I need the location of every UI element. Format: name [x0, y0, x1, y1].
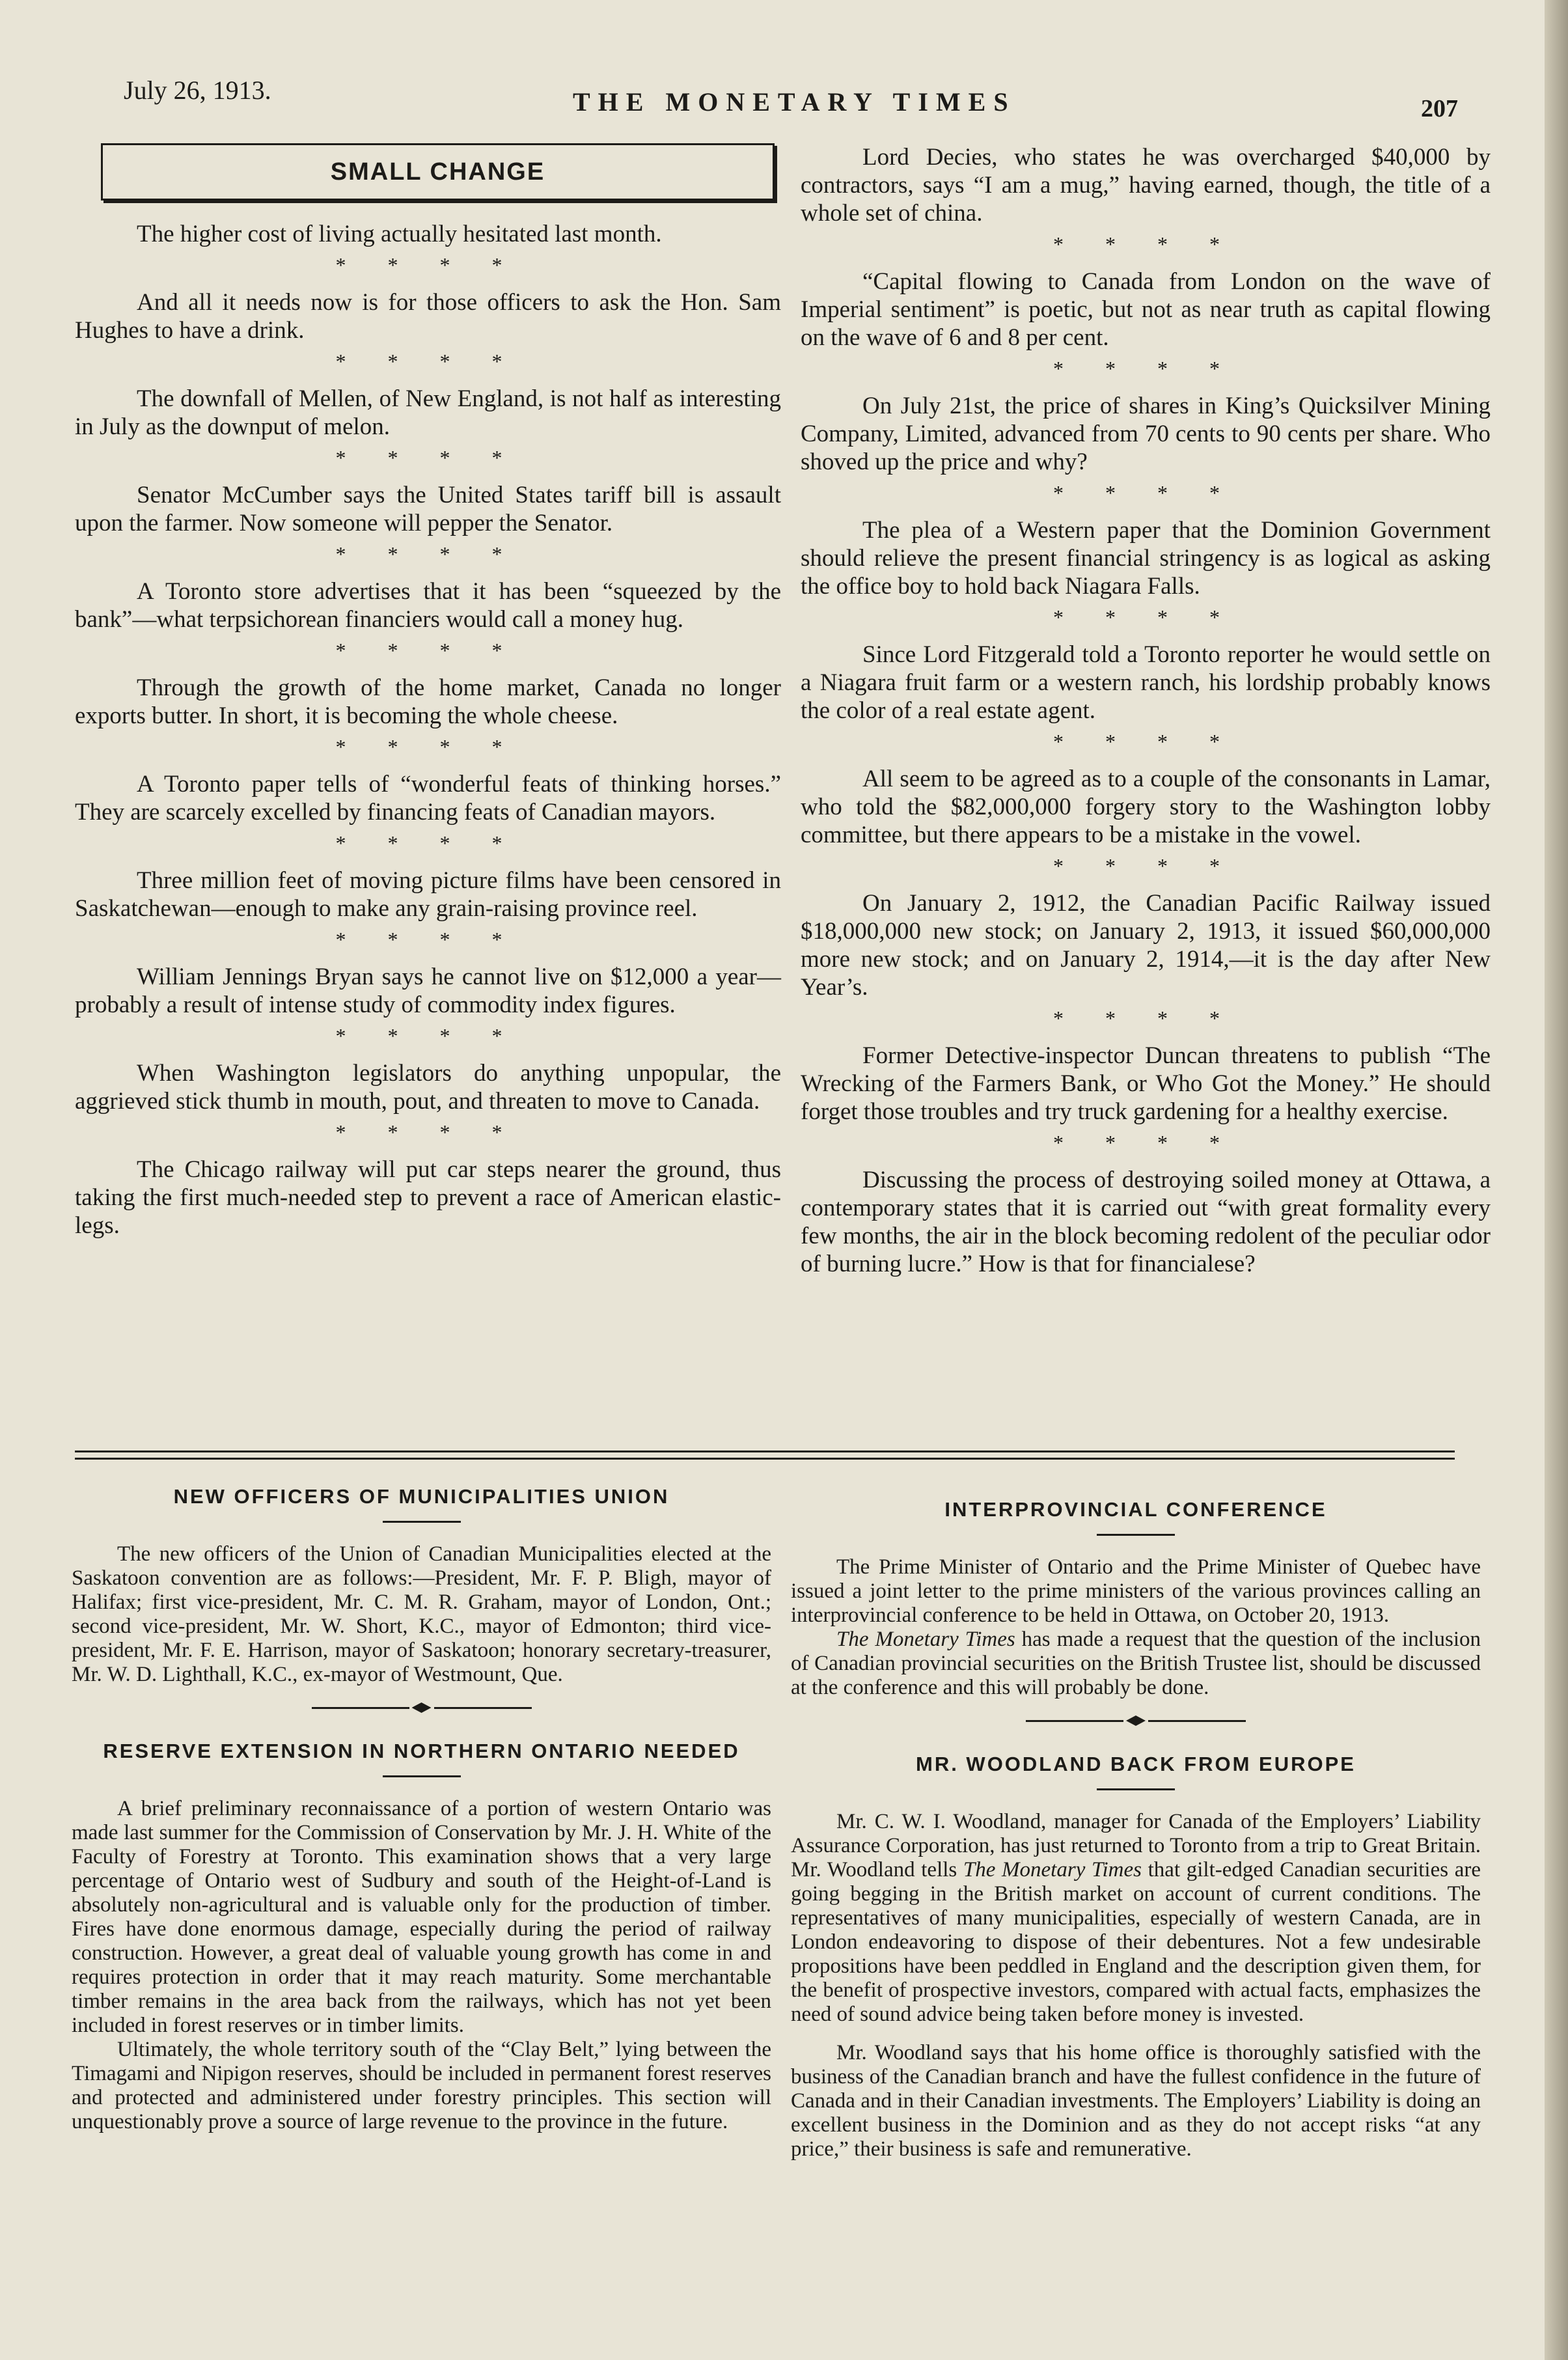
article-body: The Prime Minister of Ontario and the Prime Minister of Quebec have issued a joint letter to the prime ministers of the various provinces calling an interprovincial conference to be held in Ottawa, on October 20, 1913.	[791, 1555, 1481, 1627]
article-heading-municipalities: NEW OFFICERS OF MUNICIPALITIES UNION	[173, 1485, 670, 1508]
paragraph: Discussing the process of destroying soiled money at Ottawa, a contemporary states that it is carried out “with great formality every few months, the air in the block becoming redolent of the peculiar odor of burning lucre.” How is that for financialese?	[801, 1167, 1491, 1277]
article-body: Mr. Woodland says that his home office is thoroughly satisfied with the business of the Canadian branch and have the fullest confidence in the future of Canada and in their Canadian investments. The Employers’ Liability is doing an excellent business in the Dominion and as they do not accept risks “at any price,” their business is safe and remunerative.	[791, 2041, 1481, 2161]
article-heading-woodland: MR. WOODLAND BACK FROM EUROPE	[916, 1753, 1356, 1775]
publication-name: The Monetary Times	[963, 1858, 1142, 1881]
ornament-divider	[72, 1702, 771, 1713]
star-separator: * * * *	[335, 1120, 521, 1144]
heading-rule	[383, 1521, 461, 1523]
paragraph: Lord Decies, who states he was overcharged $40,000 by contractors, says “I am a mug,” having earned, though, the title of a whole set of china.	[801, 144, 1491, 227]
lower-left-column	[72, 1484, 771, 2134]
page-number: 207	[1421, 95, 1458, 122]
issue-date: July 26, 1913.	[124, 76, 271, 105]
paragraph: Since Lord Fitzgerald told a Toronto reporter he would settle on a Niagara fruit farm or a western ranch, his lordship probably knows the color of a real estate agent.	[801, 641, 1491, 724]
ornament-divider	[791, 1715, 1481, 1726]
paragraph: A Toronto paper tells of “wonderful feats of thinking horses.” They are scarcely excelled by financing feats of Canadian mayors.	[75, 771, 781, 826]
heading-rule	[383, 1775, 461, 1777]
article-body: The new officers of the Union of Canadian Municipalities elected at the Saskatoon convention are as follows:—President, Mr. F. P. Bligh, mayor of Halifax; first vice-president, Mr. C. M. R. Graham, mayor of London, Ont.; second vice-president, Mr. W. Short, K.C., mayor of Edmonton; third vice-president, Mr. F. E. Harrison, mayor of Saskatoon; honorary secretary-treasurer, Mr. W. D. Lighthall, K.C., ex-mayor of Westmount, Que.	[72, 1542, 771, 1686]
article-body	[791, 1628, 1481, 1700]
paragraph: The higher cost of living actually hesitated last month.	[137, 221, 662, 247]
article-text: Mr. C. W. I. Woodland, manager for Canada of the Employers’ Liability Assurance Corporation, has just returned to Toronto from a trip to Great Britain. Mr. Woodland tells	[791, 1810, 1481, 1881]
heading-rule	[1097, 1788, 1175, 1790]
publication-name: The Monetary Times	[836, 1628, 1015, 1651]
paragraph: Senator McCumber says the United States tariff bill is assault upon the farmer. Now someone will pepper the Senator.	[75, 482, 781, 536]
star-separator: * * * *	[335, 831, 521, 855]
star-separator: * * * *	[335, 735, 521, 758]
article-text: that gilt-edged Canadian securities are going begging in the British market on account of current conditions. The representatives of many municipalities, especially of western Canada, are in London endeavoring to dispose of their debentures. Not a few undesirable propositions have been peddled in England and the description given them, for the benefit of prospective investors, compared with actual facts, emphasizes the need of sound advice being taken before money is invested.	[791, 1858, 1481, 2026]
star-separator: * * * *	[1053, 481, 1238, 505]
small-change-heading: SMALL CHANGE	[101, 143, 775, 201]
star-separator: * * * *	[335, 928, 521, 951]
article-heading-reserve: RESERVE EXTENSION IN NORTHERN ONTARIO NEEDED	[103, 1740, 740, 1762]
paragraph: William Jennings Bryan says he cannot live on $12,000 a year—probably a result of intense study of commodity index figures.	[75, 964, 781, 1018]
page-edge	[1545, 0, 1568, 2360]
paragraph: The plea of a Western paper that the Dominion Government should relieve the present financial stringency is as logical as asking the office boy to hold back Niagara Falls.	[801, 517, 1491, 600]
star-separator: * * * *	[335, 253, 521, 277]
article-body: Ultimately, the whole territory south of the “Clay Belt,” lying between the Timagami and Nipigon reserves, should be included in permanent forest reserves and protected and administered under forestry principles. This section will unquestionably prove a source of large revenue to the province in the future.	[72, 2038, 771, 2133]
article-body	[791, 1810, 1481, 2027]
page-header	[124, 68, 1458, 127]
star-separator: * * * *	[1053, 357, 1238, 380]
heading-rule	[1097, 1534, 1175, 1536]
paragraph: On January 2, 1912, the Canadian Pacific Railway issued $18,000,000 new stock; on January 2, 1913, it issued $60,000,000 more new stock; and on January 2, 1914,—it is the day after New Year’s.	[801, 890, 1491, 1001]
paragraph: A Toronto store advertises that it has been “squeezed by the bank”—what terpsichorean financiers would call a money hug.	[75, 578, 781, 633]
star-separator: * * * *	[335, 542, 521, 566]
section-divider	[75, 1451, 1455, 1460]
star-separator: * * * *	[1053, 232, 1238, 256]
small-change-left-column	[75, 143, 781, 1240]
paragraph: Through the growth of the home market, Canada no longer exports butter. In short, it is becoming the whole cheese.	[75, 674, 781, 729]
publication-title: THE MONETARY TIMES	[573, 87, 1016, 117]
article-body: A brief preliminary reconnaissance of a portion of western Ontario was made last summer for the Commission of Conservation by Mr. J. H. White of the Faculty of Forestry at Toronto. This examination shows that a very large percentage of Ontario west of Sudbury and south of the Height-of-Land is absolutely non-agricultural and is valuable only for the production of timber. Fires have done enormous damage, especially during the period of railway construction. However, a great deal of valuable young growth has come in and requires protection in order that it may reach maturity. Some merchantable timber remains in the area back from the railways, which has not yet been included in forest reserves or in timber limits.	[72, 1797, 771, 2037]
paragraph: When Washington legislators do anything unpopular, the aggrieved stick thumb in mouth, pout, and threaten to move to Canada.	[75, 1060, 781, 1115]
paragraph: “Capital flowing to Canada from London on the wave of Imperial sentiment” is poetic, but not as near truth as capital flowing on the wave of 6 and 8 per cent.	[801, 268, 1491, 351]
star-separator: * * * *	[335, 1024, 521, 1048]
article-heading-interprovincial: INTERPROVINCIAL CONFERENCE	[944, 1498, 1327, 1521]
star-separator: * * * *	[1053, 730, 1238, 753]
star-separator: * * * *	[335, 446, 521, 469]
paragraph: All seem to be agreed as to a couple of the consonants in Lamar, who told the $82,000,000 forgery story to the Washington lobby committee, but there appears to be a mistake in the vowel.	[801, 766, 1491, 848]
paragraph: Former Detective-inspector Duncan threatens to publish “The Wrecking of the Farmers Bank, or Who Got the Money.” He should forget those troubles and try truck gardening for a healthy exercise.	[801, 1042, 1491, 1125]
article-text: has made a request that the question of the inclusion of Canadian provincial securities on the British Trustee list, should be discussed at the conference and this will probably be done.	[791, 1628, 1481, 1699]
star-separator: * * * *	[1053, 605, 1238, 629]
paragraph: And all it needs now is for those officers to ask the Hon. Sam Hughes to have a drink.	[75, 289, 781, 344]
star-separator: * * * *	[1053, 1131, 1238, 1154]
star-separator: * * * *	[1053, 854, 1238, 878]
paragraph: The downfall of Mellen, of New England, is not half as interesting in July as the downput of melon.	[75, 385, 781, 440]
star-separator: * * * *	[335, 639, 521, 662]
small-change-right-column	[801, 143, 1491, 1278]
star-separator: * * * *	[1053, 1006, 1238, 1030]
paragraph: Three million feet of moving picture films have been censored in Saskatchewan—enough to make any grain-raising province reel.	[75, 867, 781, 922]
paragraph: The Chicago railway will put car steps nearer the ground, thus taking the first much-needed step to prevent a race of American elastic-legs.	[75, 1156, 781, 1239]
paragraph: On July 21st, the price of shares in King’s Quicksilver Mining Company, Limited, advanced from 70 cents to 90 cents per share. Who shoved up the price and why?	[801, 393, 1491, 475]
star-separator: * * * *	[335, 350, 521, 373]
lower-right-column	[791, 1497, 1481, 2161]
